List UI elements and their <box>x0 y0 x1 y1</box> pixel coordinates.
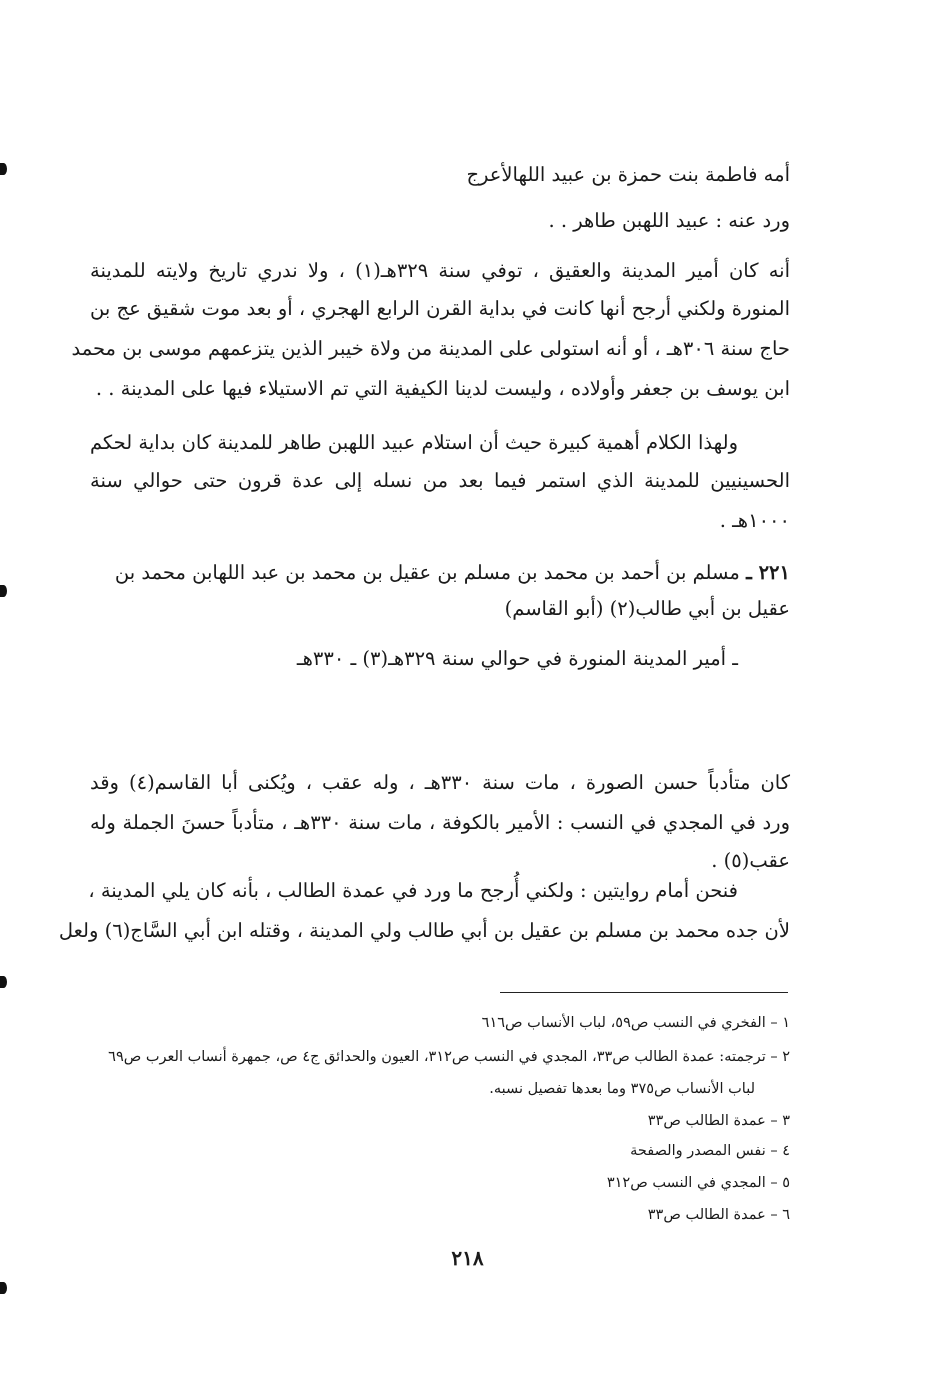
body-line: لأن جده محمد بن مسلم بن عقيل بن أبي طالب ولي المدينة ، وقتله ابن أبي السَّاج(٦) ولعل <box>58 919 790 942</box>
body-line: أنه كان أمير المدينة والعقيق ، توفي سنة ٣٢٩هـ(١) ، ولا ندري تاريخ ولايته للمدينة <box>90 259 790 282</box>
body-line: عقب(٥) . <box>711 849 790 872</box>
binding-mark <box>0 976 7 988</box>
body-line: ابن يوسف بن جعفر وأولاده ، وليست لدينا الكيفية التي تم الاستيلاء فيها على المدينة . . <box>95 377 790 400</box>
body-line: فنحن أمام روايتين : ولكني أُرجح ما ورد في عمدة الطالب ، بأنه كان يلي المدينة ، <box>88 879 738 902</box>
body-line: ١٠٠٠هـ . <box>719 509 790 532</box>
footnote: ٥ – المجدي في النسب ص٣١٢ <box>606 1175 790 1191</box>
body-line: أمه فاطمة بنت حمزة بن عبيد اللهالأعرج <box>466 163 790 186</box>
body-line: المنورة ولكني أرجح أنها كانت في بداية القرن الرابع الهجري ، أو بعد موت شقيق عج بن <box>90 297 790 320</box>
footnote: ٢ – ترجمته: عمدة الطالب ص٣٣، المجدي في النسب ص٣١٢، العيون والحدائق ج٤ ص، جمهرة أنساب العرب ص٦٩ <box>108 1049 790 1065</box>
body-line: عقيل بن أبي طالب(٢) (أبو القاسم) <box>504 597 790 620</box>
binding-mark <box>0 585 7 597</box>
footnote: ١ – الفخري في النسب ص٥٩، لباب الأنساب ص٦١٦ <box>481 1015 790 1031</box>
body-line: كان متأدباً حسن الصورة ، مات سنة ٣٣٠هـ ، وله عقب ، ويُكنى أبا القاسم(٤) وقد <box>90 771 791 794</box>
body-line: ولهذا الكلام أهمية كبيرة حيث أن استلام عبيد اللهبن طاهر للمدينة كان بداية لحكم <box>89 431 738 454</box>
body-line: حاج سنة ٣٠٦هـ ، أو أنه استولى على المدينة من ولاة خيبر الذين يتزعمهم موسى بن محمد <box>71 337 790 360</box>
footnote: ٣ – عمدة الطالب ص٣٣ <box>647 1113 790 1129</box>
body-line: الحسينيين للمدينة الذي استمر فيما بعد من نسله إلى عدة قرون حتى حوالي سنة <box>90 469 790 492</box>
footnote: ٤ – نفس المصدر والصفحة <box>630 1143 790 1159</box>
binding-mark <box>0 1282 7 1294</box>
binding-mark <box>0 163 7 175</box>
footnote-separator <box>500 992 788 994</box>
footnote: لباب الأنساب ص٣٧٥ وما بعدها تفصيل نسبه. <box>489 1081 755 1097</box>
entry-number: ٢٢١ ـ <box>746 561 790 584</box>
entry-name: مسلم بن أحمد بن محمد بن مسلم بن عقيل بن محمد بن عبد اللهابن محمد بن <box>114 561 740 584</box>
footnote: ٦ – عمدة الطالب ص٣٣ <box>647 1207 790 1223</box>
body-line: ورد عنه : عبيد اللهبن طاهر . . <box>548 209 790 232</box>
entry-heading-line <box>90 558 790 588</box>
page-number: ٢١٨ <box>451 1246 484 1270</box>
body-line: ـ أمير المدينة المنورة في حوالي سنة ٣٢٩هـ(٣) ـ ٣٣٠هـ <box>296 647 738 670</box>
body-line: ورد في المجدي في النسب : الأمير بالكوفة ، مات سنة ٣٣٠هـ ، متأدباً حسنَ الجملة وله <box>90 811 790 834</box>
